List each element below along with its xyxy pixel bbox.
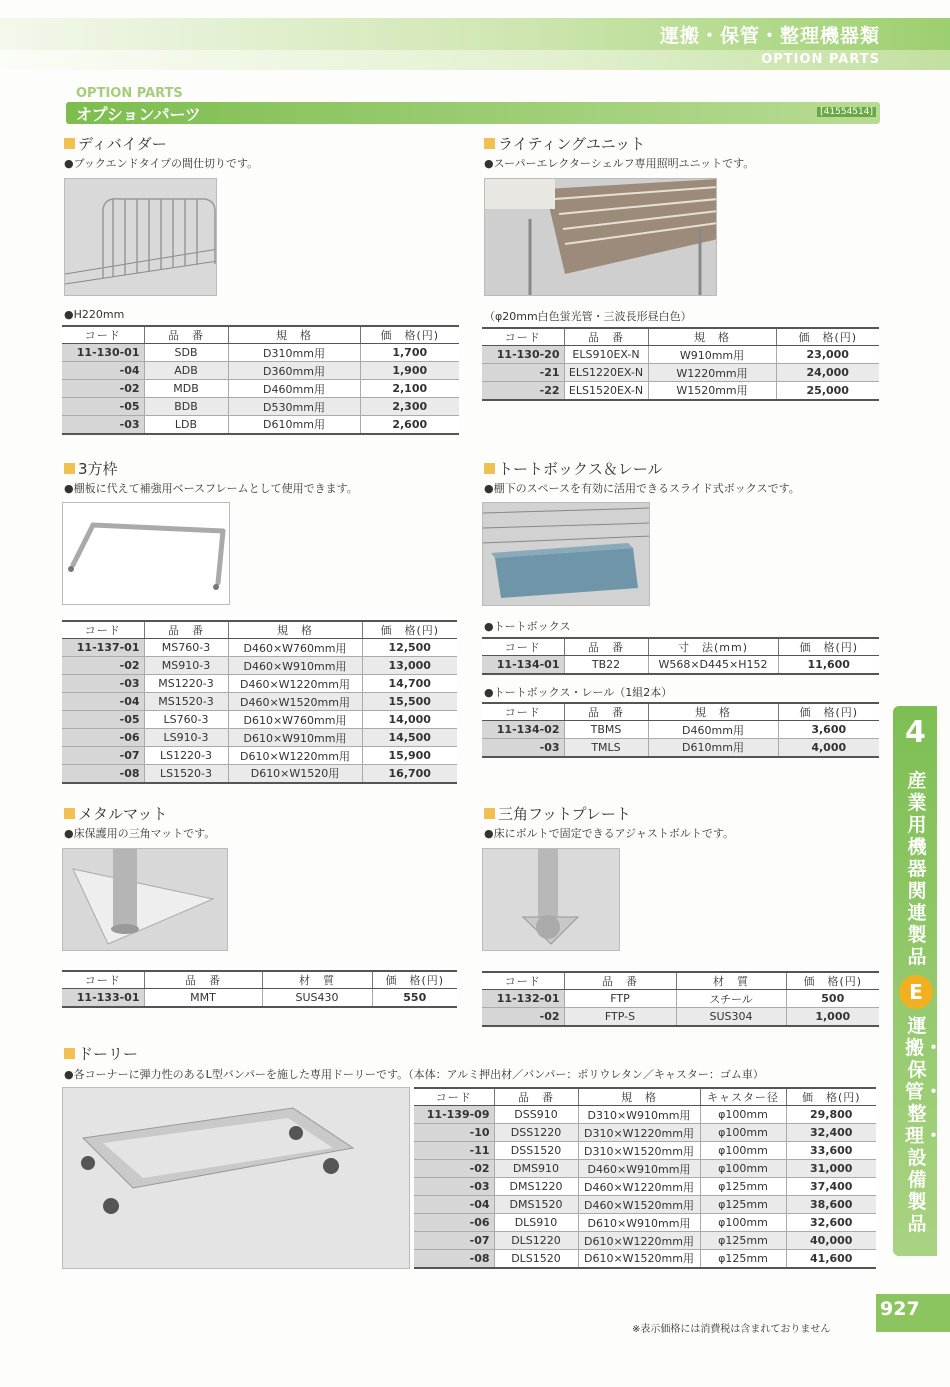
table-cell: -02 — [62, 380, 144, 398]
table-cell: -03 — [62, 416, 144, 434]
table-row — [482, 739, 879, 757]
table-cell: D460×W1220mm用 — [228, 675, 362, 693]
table-cell: D460×W910mm用 — [578, 1160, 700, 1178]
table-row — [62, 398, 459, 416]
table-cell: MMT — [144, 989, 262, 1007]
table-cell: 2,600 — [360, 416, 459, 434]
table-cell: 37,400 — [786, 1178, 876, 1196]
option-code: [41554514] — [817, 107, 876, 117]
column-header: 規 格 — [228, 621, 362, 639]
table-cell: 40,000 — [786, 1232, 876, 1250]
dolly-photo — [62, 1087, 410, 1269]
table-cell: DLS1520 — [494, 1250, 578, 1268]
table-row — [62, 416, 459, 434]
table-cell: -02 — [414, 1160, 494, 1178]
column-header: 品 番 — [144, 971, 262, 989]
table-cell: 15,900 — [362, 747, 457, 765]
table-cell: -04 — [62, 693, 144, 711]
column-header: 規 格 — [228, 326, 360, 344]
table-cell: スチール — [676, 990, 786, 1008]
table-row — [414, 1178, 876, 1196]
table-cell: D610×W1220mm用 — [228, 747, 362, 765]
table-cell: LS760-3 — [144, 711, 228, 729]
table-cell: D610×W910mm用 — [228, 729, 362, 747]
table-cell: -08 — [414, 1250, 494, 1268]
table-cell: D530mm用 — [228, 398, 360, 416]
table-cell: 11-137-01 — [62, 639, 144, 657]
table-cell: φ100mm — [700, 1142, 786, 1160]
table-cell: -06 — [414, 1214, 494, 1232]
table-cell: 3,600 — [778, 721, 879, 739]
table-cell: φ125mm — [700, 1250, 786, 1268]
table-cell: MS910-3 — [144, 657, 228, 675]
column-header: 規 格 — [648, 328, 776, 346]
lighting-table — [482, 327, 879, 401]
table-cell: DMS1520 — [494, 1196, 578, 1214]
table-cell: D460×W1520mm用 — [578, 1196, 700, 1214]
table-cell: -04 — [62, 362, 144, 380]
column-header: コード — [482, 638, 564, 656]
lighting-note: （φ20mm白色蛍光管・三波長形昼白色） — [484, 310, 692, 323]
column-header: 品 番 — [564, 638, 648, 656]
table-row — [482, 364, 879, 382]
table-row — [482, 1008, 879, 1026]
table-cell: FTP — [564, 990, 676, 1008]
table-row — [414, 1232, 876, 1250]
table-cell: D310mm用 — [228, 344, 360, 362]
table-cell: DSS910 — [494, 1106, 578, 1124]
table-row — [482, 346, 879, 364]
table-cell: SUS430 — [262, 989, 372, 1007]
table-cell: W568×D445×H152 — [648, 656, 778, 674]
column-header: 品 番 — [144, 326, 228, 344]
table-cell: TMLS — [564, 739, 648, 757]
column-header: 品 番 — [564, 703, 648, 721]
column-header: 価 格(円) — [360, 326, 459, 344]
table-cell: D310×W910mm用 — [578, 1106, 700, 1124]
table-cell: D310×W1220mm用 — [578, 1124, 700, 1142]
frame-title: 3方枠 — [64, 458, 118, 479]
table-cell: -02 — [62, 657, 144, 675]
table-cell: D610×W1220mm用 — [578, 1232, 700, 1250]
table-cell: -21 — [482, 364, 564, 382]
table-cell: LS1520-3 — [144, 765, 228, 783]
table-cell: TB22 — [564, 656, 648, 674]
table-row — [62, 380, 459, 398]
divider-table — [62, 325, 459, 435]
table-cell: 11-130-20 — [482, 346, 564, 364]
divider-desc: ●ブックエンドタイプの間仕切りです。 — [64, 157, 259, 170]
table-cell: D460×W760mm用 — [228, 639, 362, 657]
table-cell: ELS1520EX-N — [564, 382, 648, 400]
column-header: 価 格(円) — [786, 1088, 876, 1106]
table-cell: 16,700 — [362, 765, 457, 783]
table-cell: D610mm用 — [228, 416, 360, 434]
table-cell: 2,300 — [360, 398, 459, 416]
table-row — [62, 765, 457, 783]
table-row — [62, 675, 457, 693]
table-cell: 31,000 — [786, 1160, 876, 1178]
lighting-title: ライティングユニット — [484, 133, 645, 154]
table-row — [482, 721, 879, 739]
table-cell: -02 — [482, 1008, 564, 1026]
table-cell: TBMS — [564, 721, 648, 739]
divider-photo — [64, 178, 217, 296]
table-cell: 11-132-01 — [482, 990, 564, 1008]
table-cell: D610×W1520mm用 — [578, 1250, 700, 1268]
tote-photo — [482, 502, 650, 606]
table-cell: ELS910EX-N — [564, 346, 648, 364]
divider-note: ●H220mm — [64, 308, 125, 321]
table-cell: 23,000 — [776, 346, 879, 364]
table-cell: D610×W1520用 — [228, 765, 362, 783]
table-cell: DLS1220 — [494, 1232, 578, 1250]
table-cell: φ125mm — [700, 1196, 786, 1214]
table-cell: 11-134-02 — [482, 721, 564, 739]
table-cell: 32,600 — [786, 1214, 876, 1232]
table-row — [482, 990, 879, 1008]
table-cell: ADB — [144, 362, 228, 380]
column-header: コード — [414, 1088, 494, 1106]
column-header: コード — [62, 621, 144, 639]
footer-note: ※表示価格には消費税は含まれておりません — [632, 1324, 831, 1335]
table-row — [62, 989, 457, 1007]
dolly-title: ドーリー — [64, 1043, 138, 1064]
tote-rail-note: ●トートボックス・レール（1組2本） — [484, 686, 673, 699]
divider-title: ディバイダー — [64, 133, 167, 154]
table-cell: 13,000 — [362, 657, 457, 675]
tote-box-table — [482, 637, 879, 675]
table-cell: LS910-3 — [144, 729, 228, 747]
table-row — [482, 382, 879, 400]
table-row — [62, 657, 457, 675]
table-cell: 14,500 — [362, 729, 457, 747]
table-cell: 25,000 — [776, 382, 879, 400]
option-en-label: OPTION PARTS — [76, 86, 183, 101]
table-cell: W910mm用 — [648, 346, 776, 364]
table-cell: -04 — [414, 1196, 494, 1214]
table-cell: 15,500 — [362, 693, 457, 711]
table-cell: 1,900 — [360, 362, 459, 380]
table-cell: 29,800 — [786, 1106, 876, 1124]
table-row — [62, 711, 457, 729]
tote-title: トートボックス＆レール — [484, 458, 663, 479]
table-cell: DSS1220 — [494, 1124, 578, 1142]
table-cell: -03 — [62, 675, 144, 693]
table-row — [62, 747, 457, 765]
mat-desc: ●床保護用の三角マットです。 — [64, 827, 216, 840]
table-cell: LS1220-3 — [144, 747, 228, 765]
table-row — [62, 639, 457, 657]
table-cell: D460mm用 — [648, 721, 778, 739]
table-cell: W1520mm用 — [648, 382, 776, 400]
column-header: 規 格 — [578, 1088, 700, 1106]
table-row — [414, 1214, 876, 1232]
table-cell: φ100mm — [700, 1106, 786, 1124]
side-chapter-number: 4 — [905, 715, 926, 750]
column-header: コード — [62, 326, 144, 344]
table-cell: W1220mm用 — [648, 364, 776, 382]
table-cell: SDB — [144, 344, 228, 362]
table-cell: FTP-S — [564, 1008, 676, 1026]
table-cell: 11-139-09 — [414, 1106, 494, 1124]
column-header: キャスター径 — [700, 1088, 786, 1106]
column-header: 価 格(円) — [776, 328, 879, 346]
table-cell: MS1220-3 — [144, 675, 228, 693]
table-cell: -07 — [414, 1232, 494, 1250]
table-cell: -07 — [62, 747, 144, 765]
table-cell: D460×W1520mm用 — [228, 693, 362, 711]
table-cell: 41,600 — [786, 1250, 876, 1268]
table-cell: 4,000 — [778, 739, 879, 757]
mat-table — [62, 970, 457, 1008]
mat-title: メタルマット — [64, 803, 167, 824]
table-cell: 11-134-01 — [482, 656, 564, 674]
dolly-desc: ●各コーナーに弾力性のあるL型バンパーを施した専用ドーリーです。（本体：アルミ押出材／バンパー：ポリウレタン／キャスター：ゴム車） — [64, 1068, 764, 1081]
table-cell: -05 — [62, 398, 144, 416]
column-header: 品 番 — [564, 328, 648, 346]
side-subcategory-text: 運搬・保管・整理・設備製品 — [905, 1015, 944, 1235]
table-cell: D610mm用 — [648, 739, 778, 757]
tote-rail-table — [482, 702, 879, 758]
column-header: コード — [482, 328, 564, 346]
table-cell: MS760-3 — [144, 639, 228, 657]
option-jp-label: オプションパーツ — [76, 105, 201, 124]
table-cell: φ100mm — [700, 1214, 786, 1232]
table-cell: MS1520-3 — [144, 693, 228, 711]
column-header: 寸 法(mm) — [648, 638, 778, 656]
tote-box-note: ●トートボックス — [484, 620, 571, 633]
column-header: 価 格(円) — [778, 638, 879, 656]
table-cell: 2,100 — [360, 380, 459, 398]
table-cell: φ125mm — [700, 1232, 786, 1250]
side-category-text: 産業用機器関連製品 — [907, 770, 927, 968]
tote-desc: ●棚下のスペースを有効に活用できるスライド式ボックスです。 — [484, 482, 800, 495]
table-cell: 1,000 — [786, 1008, 879, 1026]
table-row — [62, 362, 459, 380]
column-header: コード — [482, 972, 564, 990]
table-cell: D460mm用 — [228, 380, 360, 398]
column-header: 価 格(円) — [362, 621, 457, 639]
table-cell: SUS304 — [676, 1008, 786, 1026]
table-cell: 1,700 — [360, 344, 459, 362]
table-cell: 14,000 — [362, 711, 457, 729]
table-cell: 500 — [786, 990, 879, 1008]
table-cell: -10 — [414, 1124, 494, 1142]
frame-desc: ●棚板に代えて補強用ベースフレームとして使用できます。 — [64, 482, 358, 495]
table-cell: DLS910 — [494, 1214, 578, 1232]
page-number: 927 — [876, 1294, 950, 1332]
foot-photo — [482, 848, 620, 951]
column-header: 価 格(円) — [372, 971, 457, 989]
column-header: コード — [482, 703, 564, 721]
frame-table — [62, 620, 457, 784]
table-row — [62, 729, 457, 747]
foot-table — [482, 971, 879, 1027]
table-cell: 32,400 — [786, 1124, 876, 1142]
header-title: 運搬・保管・整理機器類 — [659, 25, 880, 47]
lighting-desc: ●スーパーエレクターシェルフ専用照明ユニットです。 — [484, 157, 755, 170]
table-row — [62, 344, 459, 362]
foot-title: 三角フットプレート — [484, 803, 631, 824]
table-cell: 11-130-01 — [62, 344, 144, 362]
table-cell: -06 — [62, 729, 144, 747]
column-header: 価 格(円) — [786, 972, 879, 990]
table-cell: 550 — [372, 989, 457, 1007]
table-cell: ELS1220EX-N — [564, 364, 648, 382]
header-bar — [0, 0, 950, 70]
table-cell: DSS1520 — [494, 1142, 578, 1160]
column-header: 品 番 — [564, 972, 676, 990]
table-cell: -11 — [414, 1142, 494, 1160]
column-header: 品 番 — [144, 621, 228, 639]
column-header: 材 質 — [676, 972, 786, 990]
table-row — [482, 656, 879, 674]
frame-photo — [62, 502, 230, 605]
table-cell: D610×W910mm用 — [578, 1214, 700, 1232]
table-row — [414, 1160, 876, 1178]
table-cell: φ100mm — [700, 1124, 786, 1142]
column-header: 規 格 — [648, 703, 778, 721]
table-cell: -05 — [62, 711, 144, 729]
table-cell: D610×W760mm用 — [228, 711, 362, 729]
header-subtitle: OPTION PARTS — [761, 52, 880, 67]
table-cell: 12,500 — [362, 639, 457, 657]
table-row — [414, 1124, 876, 1142]
lighting-photo — [484, 178, 717, 296]
column-header: 価 格(円) — [778, 703, 879, 721]
table-cell: φ100mm — [700, 1160, 786, 1178]
table-cell: 24,000 — [776, 364, 879, 382]
table-cell: 38,600 — [786, 1196, 876, 1214]
side-letter-badge: E — [899, 975, 933, 1009]
table-cell: 11-133-01 — [62, 989, 144, 1007]
table-cell: -03 — [482, 739, 564, 757]
table-cell: MDB — [144, 380, 228, 398]
dolly-table — [414, 1087, 876, 1269]
foot-desc: ●床にボルトで固定できるアジャストボルトです。 — [484, 827, 735, 840]
table-cell: 14,700 — [362, 675, 457, 693]
table-row — [414, 1250, 876, 1268]
table-cell: DMS910 — [494, 1160, 578, 1178]
table-cell: DMS1220 — [494, 1178, 578, 1196]
table-cell: 11,600 — [778, 656, 879, 674]
table-cell: -08 — [62, 765, 144, 783]
table-cell: -22 — [482, 382, 564, 400]
table-row — [414, 1106, 876, 1124]
table-cell: D360mm用 — [228, 362, 360, 380]
table-row — [414, 1196, 876, 1214]
table-row — [62, 693, 457, 711]
column-header: 材 質 — [262, 971, 372, 989]
table-cell: BDB — [144, 398, 228, 416]
table-cell: D310×W1520mm用 — [578, 1142, 700, 1160]
table-row — [414, 1142, 876, 1160]
table-cell: 33,600 — [786, 1142, 876, 1160]
mat-photo — [62, 848, 228, 951]
table-cell: D460×W910mm用 — [228, 657, 362, 675]
table-cell: φ125mm — [700, 1178, 786, 1196]
table-cell: -03 — [414, 1178, 494, 1196]
table-cell: D460×W1220mm用 — [578, 1178, 700, 1196]
column-header: 品 番 — [494, 1088, 578, 1106]
table-cell: LDB — [144, 416, 228, 434]
column-header: コード — [62, 971, 144, 989]
